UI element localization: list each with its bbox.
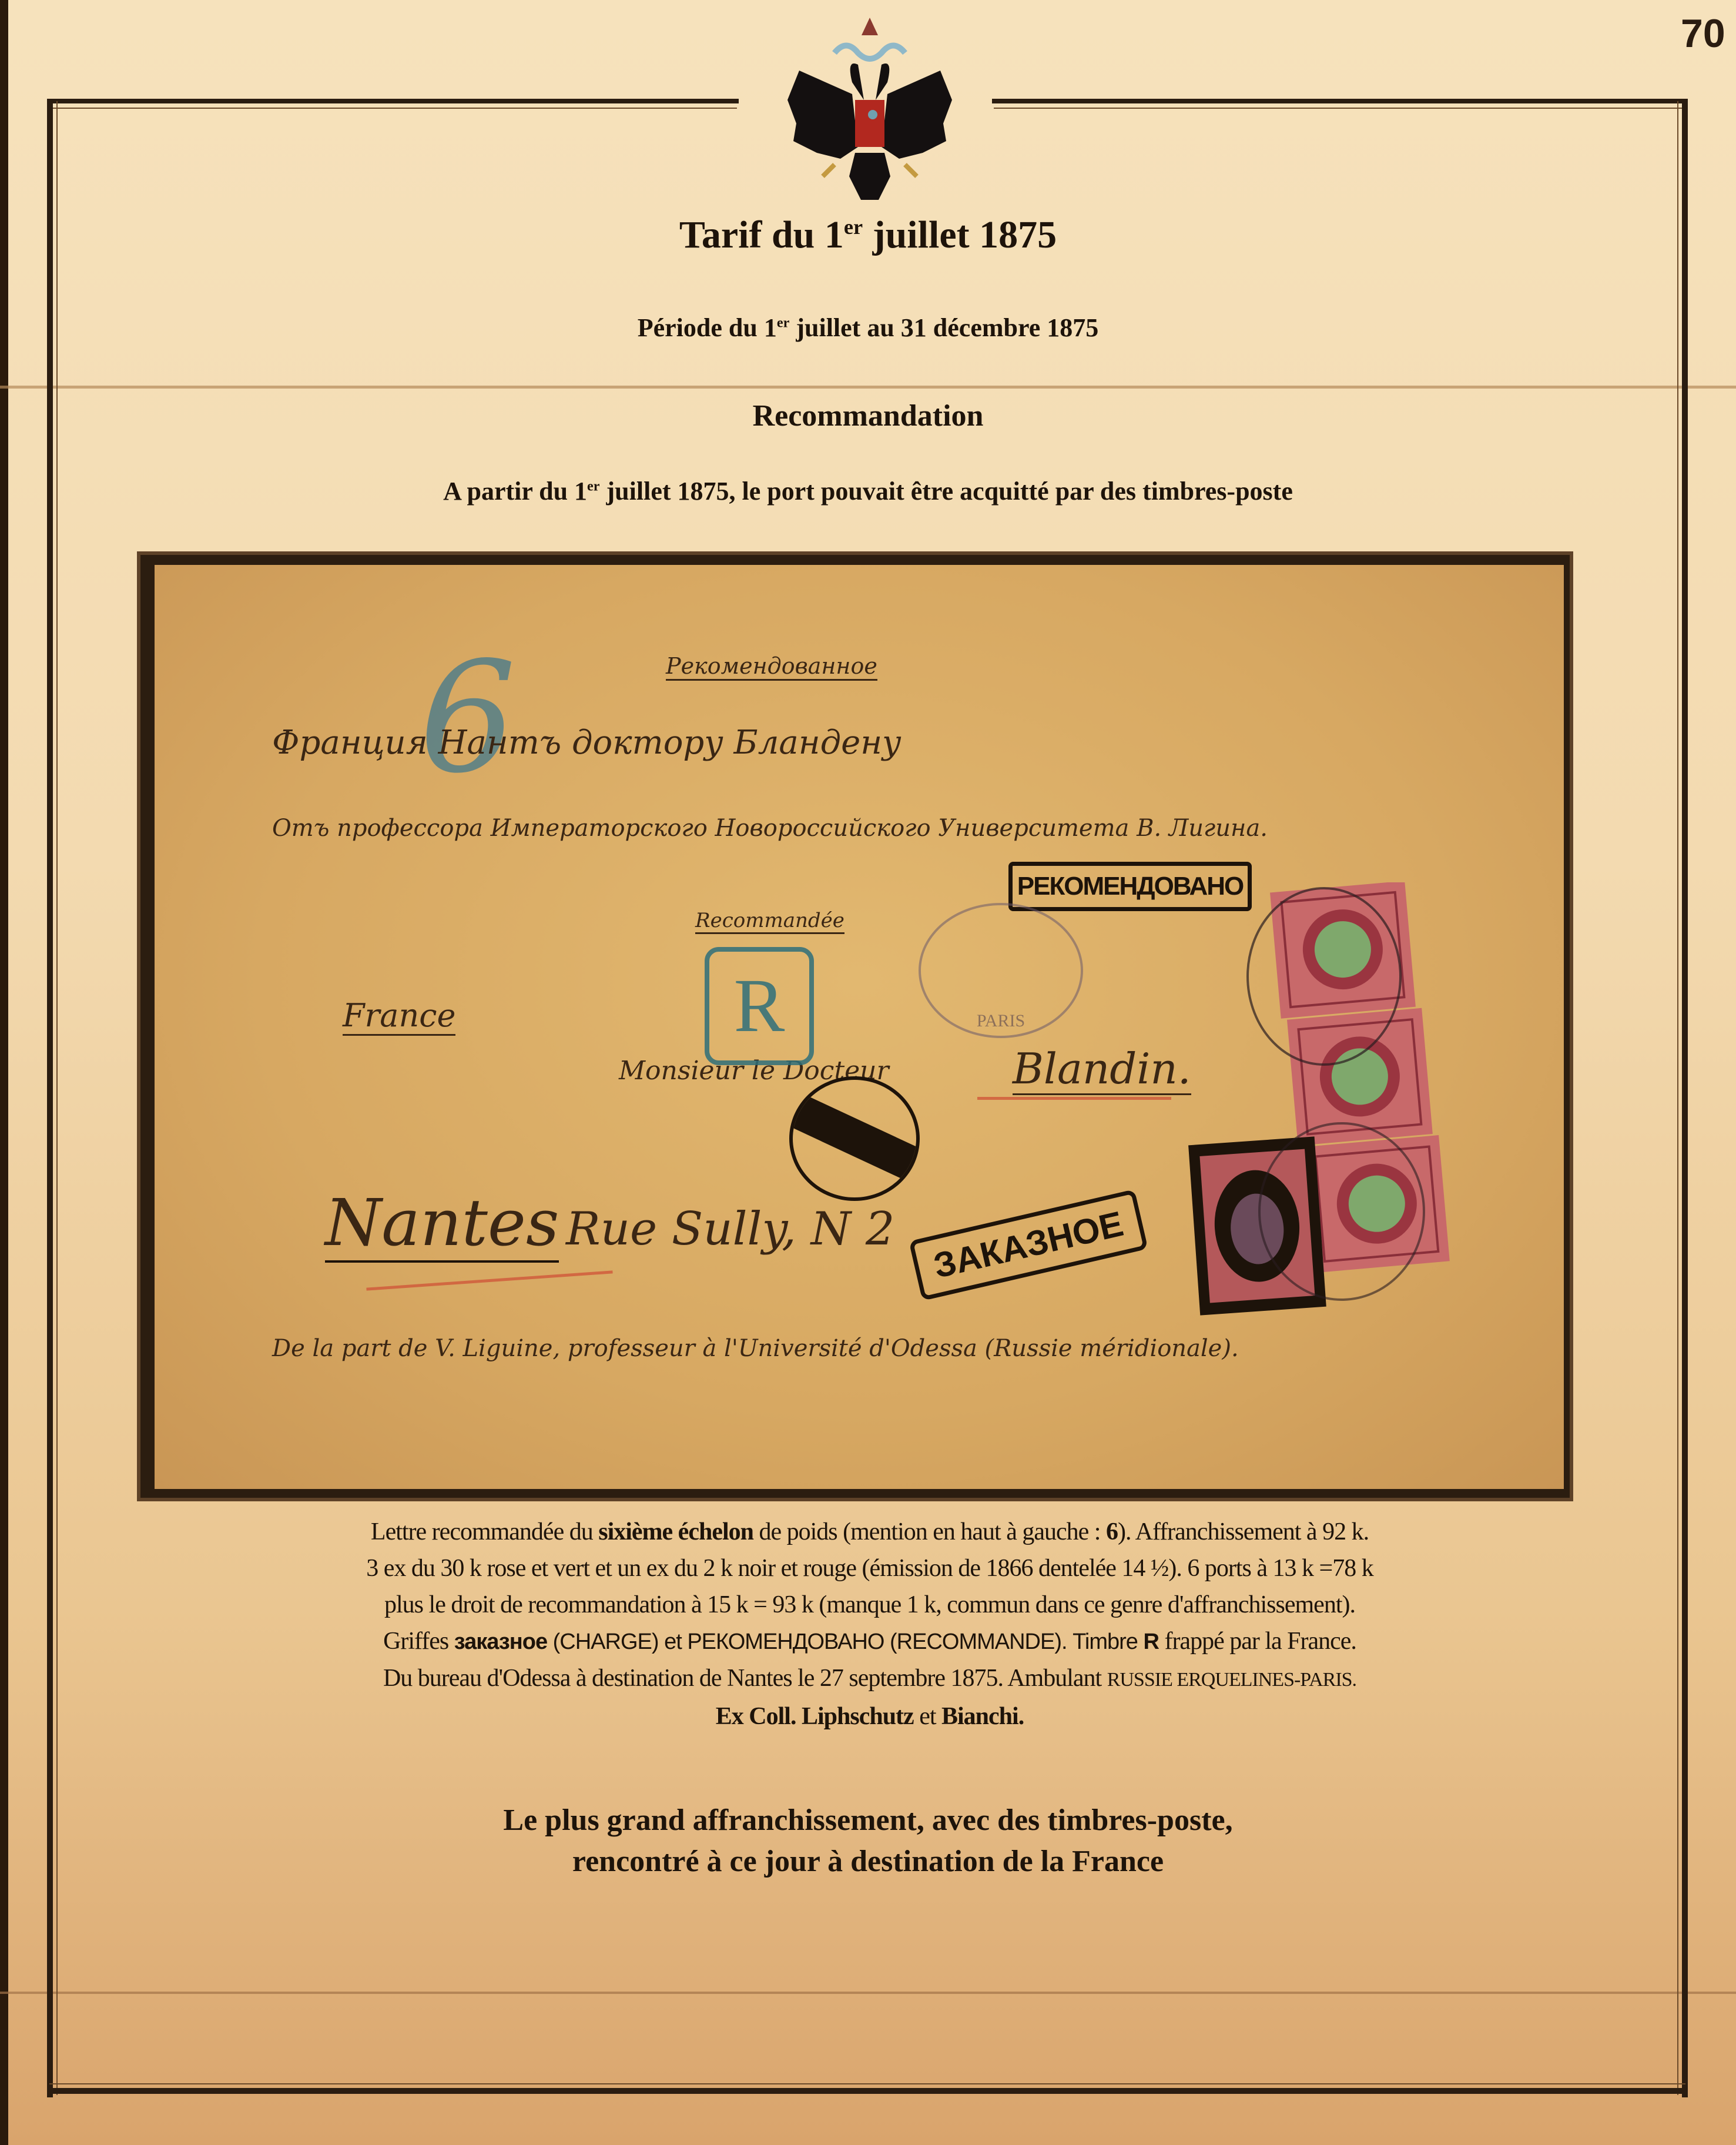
addressee-title: Monsieur le Docteur bbox=[619, 1056, 889, 1086]
sender-ru: Отъ профессора Императорского Новороссийского Университета В. Лигина. bbox=[272, 815, 1268, 842]
conclusion-line: rencontré à ce jour à destination de la France bbox=[572, 1845, 1164, 1878]
caption-line: 3 ex du 30 k rose et vert et un ex du 2 k noir et rouge (émission de 1866 dentelée 14 ½). 6 ports à 13 k =78 k bbox=[366, 1555, 1373, 1582]
registered-cover bbox=[155, 565, 1564, 1489]
red-crayon-line bbox=[977, 1097, 1171, 1100]
red-crayon-line bbox=[366, 1270, 612, 1290]
conclusion bbox=[0, 1800, 1736, 1882]
addressee-name: Blandin. bbox=[1013, 1044, 1191, 1095]
frame-border bbox=[47, 99, 739, 103]
page-number: 70 bbox=[1681, 11, 1725, 56]
address-ru: Франция Нантъ доктору Бландену bbox=[272, 724, 901, 762]
sleeve-fold-line bbox=[0, 1992, 1736, 1994]
stamp-30k-rose-green bbox=[1270, 882, 1416, 1019]
weight-mark-6: 6 bbox=[419, 630, 517, 807]
sleeve-fold-line bbox=[0, 386, 1736, 389]
frame-border bbox=[992, 99, 1688, 103]
page-title: Tarif du 1er juillet 1875 bbox=[679, 213, 1057, 256]
country-france: France bbox=[343, 997, 455, 1036]
stamp-30k-rose-green bbox=[1304, 1135, 1450, 1273]
section-heading: Recommandation bbox=[752, 399, 984, 433]
zakaznoe-handstamp: ЗАКАЗНОЕ bbox=[909, 1189, 1148, 1301]
section-intro: A partir du 1er juillet 1875, le port pouvait être acquitté par des timbres-poste bbox=[443, 477, 1293, 506]
note-recommended-ru: Рекомендованное bbox=[666, 653, 877, 681]
r-registration-handstamp: R bbox=[705, 947, 814, 1065]
cover-description bbox=[153, 1514, 1587, 1735]
caption-line: Lettre recommandée du sixième échelon de poids (mention en haut à gauche : 6). Affranchissement à 92 k. bbox=[370, 1518, 1369, 1545]
caption-line: Du bureau d'Odessa à destination de Nantes le 27 septembre 1875. Ambulant RUSSIE ERQUELINES-PARIS. bbox=[383, 1665, 1357, 1692]
period-subtitle: Période du 1er juillet au 31 décembre 1875 bbox=[637, 313, 1099, 342]
rekomendovano-handstamp: РЕКОМЕНДОВАНО bbox=[1008, 862, 1252, 911]
stamp-2k-black-red bbox=[1188, 1136, 1326, 1315]
sender-fr: De la part de V. Liguine, professeur à l'Université d'Odessa (Russie méridionale). bbox=[272, 1335, 1239, 1362]
caption-line: Ex Coll. Liphschutz et Bianchi. bbox=[715, 1703, 1024, 1730]
stamps-group bbox=[1165, 882, 1494, 1329]
frame-border bbox=[47, 2088, 1688, 2094]
paris-postmark: PARIS bbox=[919, 903, 1083, 1038]
oval-cancel bbox=[789, 1076, 920, 1201]
conclusion-line: Le plus grand affranchissement, avec des timbres-poste, bbox=[503, 1803, 1233, 1837]
caption-line: plus le droit de recommandation à 15 k = 93 k (manque 1 k, commun dans ce genre d'affranchissement). bbox=[384, 1591, 1355, 1618]
city-nantes: Nantes bbox=[325, 1185, 559, 1263]
imperial-eagle-emblem bbox=[776, 12, 964, 212]
recommandee-note: Recommandée bbox=[695, 909, 844, 934]
street-address: Rue Sully, N 2 bbox=[566, 1203, 895, 1256]
caption-line: Griffes заказное (CHARGE) et РЕКОМЕНДОВАНО (RECOMMANDE). Timbre R frappé par la France. bbox=[383, 1628, 1356, 1655]
